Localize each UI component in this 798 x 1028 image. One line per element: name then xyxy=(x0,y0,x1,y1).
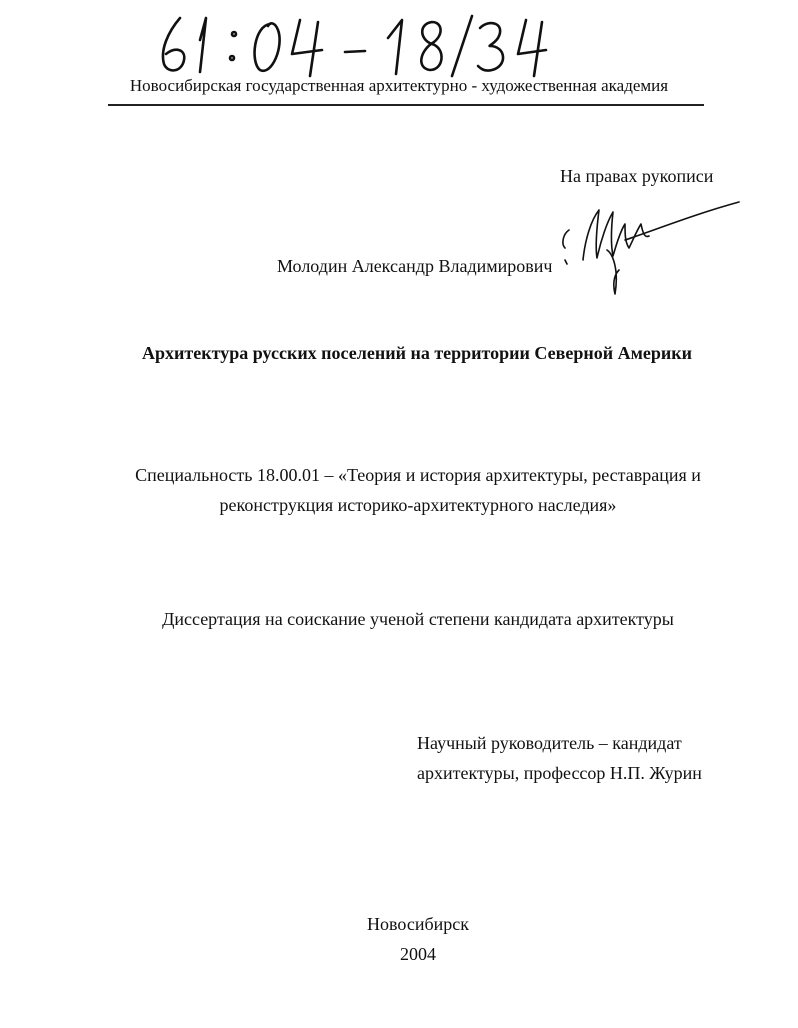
year: 2004 xyxy=(400,944,436,964)
supervisor-block xyxy=(417,728,702,788)
handwritten-archive-number xyxy=(150,10,550,80)
handwritten-signature-icon xyxy=(555,190,745,300)
supervisor-line-2: архитектуры, профессор Н.П. Журин xyxy=(417,763,702,783)
specialty-line-1: Специальность 18.00.01 – «Теория и история архитектуры, реставрация и xyxy=(135,465,701,485)
specialty-block xyxy=(0,460,798,520)
place-and-year xyxy=(0,909,798,969)
city: Новосибирск xyxy=(367,914,469,934)
author-name: Молодин Александр Владимирович xyxy=(277,256,553,276)
degree-statement: Диссертация на соискание ученой степени кандидата архитектуры xyxy=(162,609,674,629)
supervisor-line-1: Научный руководитель – кандидат xyxy=(417,733,682,753)
specialty-line-2: реконструкция историко-архитектурного наследия» xyxy=(219,495,617,515)
header-divider xyxy=(108,104,704,106)
dissertation-title: Архитектура русских поселений на территории Северной Америки xyxy=(142,343,692,363)
institution-name: Новосибирская государственная архитектурно - художественная академия xyxy=(129,76,669,95)
rights-notice: На правах рукописи xyxy=(560,166,714,186)
